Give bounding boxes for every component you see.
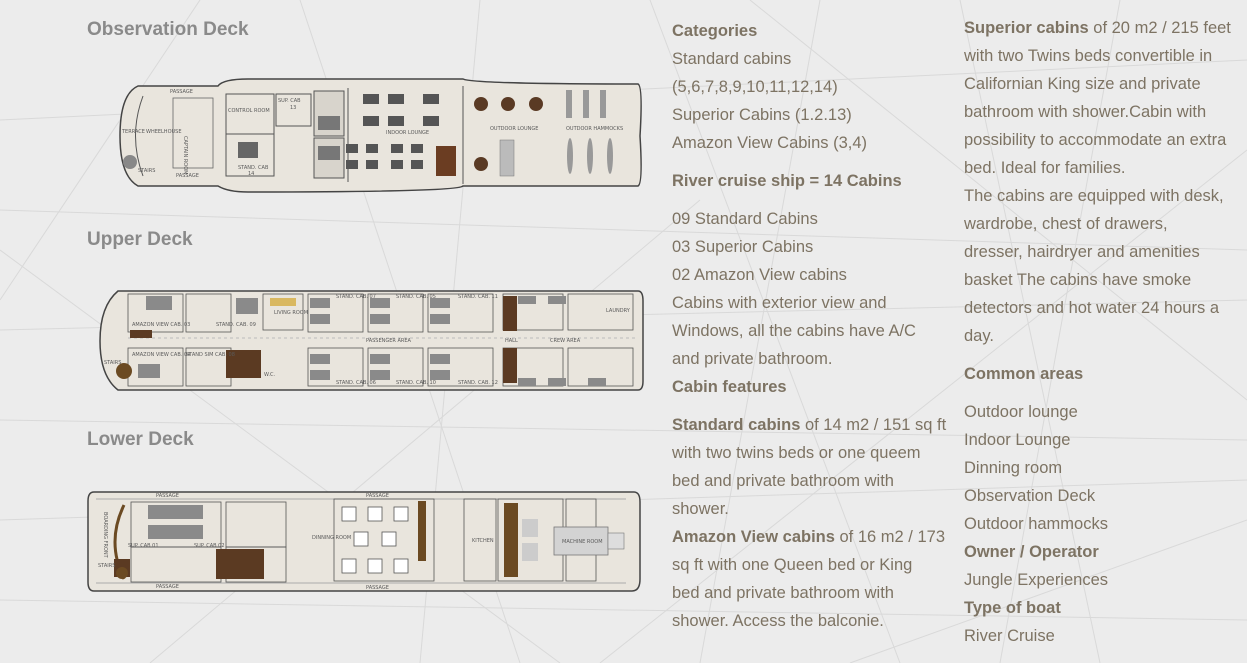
superior-cabins-text: bed. Ideal for families.: [964, 159, 1126, 177]
upper-label-living-room: LIVING ROOM: [274, 310, 309, 316]
lower-deck-plan: [86, 487, 642, 595]
superior-cabins-text: possibility to accommodate an extra: [964, 131, 1227, 149]
lower-label-dinning-room: DINNING ROOM: [312, 535, 352, 541]
amazon-cabins-title: Amazon View cabins: [672, 528, 835, 546]
upper-label-stand-cab-12: STAND. CAB. 12: [458, 380, 498, 386]
obs-label-outdoor-lounge: OUTDOOR LOUNGE: [490, 126, 539, 132]
upper-label-stand-cab-07: STAND. CAB. 07: [336, 294, 376, 300]
category-line: Standard cabins: [672, 50, 792, 68]
superior-cabins-text: Californian King size and private: [964, 75, 1201, 93]
obs-label-indoor-lounge: INDOOR LOUNGE: [386, 130, 429, 136]
common-area-item: Outdoor lounge: [964, 403, 1078, 421]
obs-label-captain-room: CAPTAIN ROOM: [182, 136, 188, 175]
superior-cabins-text: wardrobe, chest of drawers,: [964, 215, 1168, 233]
exterior-text-line: Windows, all the cabins have A/C: [672, 322, 916, 340]
type-value: River Cruise: [964, 627, 1055, 645]
lower-label-passage-3: PASSAGE: [156, 584, 179, 590]
upper-label-amazon-view-cab-03: AMAZON VIEW CAB. 03: [132, 322, 191, 328]
upper-label-stairs: STAIRS: [104, 360, 122, 366]
cabin-count: 02 Amazon View cabins: [672, 266, 847, 284]
obs-label-sup-cab: SUP. CAB: [278, 98, 301, 104]
lower-label-sup-cab-02: SUP. CAB 02: [194, 543, 225, 549]
superior-cabins-text: bathroom with shower.Cabin with: [964, 103, 1207, 121]
lower-label-sup-cab-01: SUP. CAB 01: [128, 543, 159, 549]
superior-cabins-text: of 20 m2 / 215 feet: [1088, 19, 1231, 37]
superior-cabins-text: The cabins are equipped with desk,: [964, 187, 1224, 205]
standard-cabins-text: with two twins beds or one queem: [672, 444, 921, 462]
upper-label-passenger-area: PASSENGER AREA: [366, 338, 411, 344]
obs-label-passage: PASSAGE: [170, 89, 193, 95]
common-area-item: Outdoor hammocks: [964, 515, 1108, 533]
lower-deck-title: Lower Deck: [87, 429, 194, 450]
obs-label-terrace: TERRACE: [122, 129, 145, 135]
owner-heading: Owner / Operator: [964, 543, 1099, 561]
obs-label-outdoor-hammocks: OUTDOOR HAMMOCKS: [566, 126, 624, 132]
upper-label-amazon-view-cab-04: AMAZON VIEW CAB. 04: [132, 352, 191, 358]
features-heading: Cabin features: [672, 378, 787, 396]
upper-label-stand-cab-05: STAND. CAB. 05: [396, 294, 436, 300]
obs-label-passage-2: PASSAGE: [176, 173, 199, 179]
type-heading: Type of boat: [964, 599, 1061, 617]
observation-deck-title: Observation Deck: [87, 19, 249, 40]
superior-cabins-text: dresser, hairdryer and amenities: [964, 243, 1200, 261]
owner-value: Jungle Experiences: [964, 571, 1109, 589]
category-line: (5,6,7,8,9,10,11,12,14): [672, 78, 838, 96]
standard-cabins-text: bed and private bathroom with: [672, 472, 894, 490]
middle-column: [672, 17, 952, 635]
amazon-cabins-text: shower. Access the balconie.: [672, 612, 884, 630]
lower-label-boarding-front: BOARDING FRONT: [102, 512, 108, 558]
upper-label-crew-area: CREW AREA: [550, 338, 581, 344]
common-area-item: Dinning room: [964, 459, 1063, 477]
exterior-text-line: Cabins with exterior view and: [672, 294, 887, 312]
exterior-text-line: and private bathroom.: [672, 350, 833, 368]
amazon-cabins-text: sq ft with one Queen bed or King: [672, 556, 913, 574]
categories-heading: Categories: [672, 22, 758, 40]
upper-label-stand-cab-09: STAND. CAB. 09: [216, 322, 256, 328]
upper-label-wc: W.C.: [264, 372, 276, 378]
obs-label-stairs: STAIRS: [138, 168, 156, 174]
lower-label-passage-2: PASSAGE: [366, 493, 389, 499]
superior-cabins-title: Superior cabins: [964, 19, 1089, 37]
standard-cabins-text: of 14 m2 / 151 sq ft: [800, 416, 947, 434]
superior-cabins-text: detectors and hot water 24 hours a: [964, 299, 1219, 317]
upper-deck-title: Upper Deck: [87, 229, 193, 250]
upper-label-stand-cab-06: STAND. CAB. 06: [336, 380, 376, 386]
cabin-count: 03 Superior Cabins: [672, 238, 814, 256]
upper-label-stand-cab-11: STAND. CAB. 11: [458, 294, 498, 300]
right-column: [964, 14, 1244, 650]
common-areas-heading: Common areas: [964, 365, 1084, 383]
standard-cabins-line: [672, 411, 952, 439]
common-area-item: Observation Deck: [964, 487, 1096, 505]
amazon-cabins-text: of 16 m2 / 173: [834, 528, 945, 546]
obs-label-sup-cab-no: 13: [290, 105, 297, 111]
standard-cabins-title: Standard cabins: [672, 416, 801, 434]
superior-cabins-text: basket The cabins have smoke: [964, 271, 1192, 289]
obs-label-stand-cab-no: 14: [248, 171, 255, 177]
common-area-item: Indoor Lounge: [964, 431, 1071, 449]
standard-cabins-text: shower.: [672, 500, 729, 518]
lower-label-kitchen: KITCHEN: [472, 538, 494, 544]
obs-label-wheelhouse: WHEELHOUSE: [146, 129, 182, 135]
observation-deck-plan: [118, 76, 644, 194]
amazon-cabins-text: bed and private bathroom with: [672, 584, 894, 602]
cabin-count: 09 Standard Cabins: [672, 210, 818, 228]
obs-label-stand-cab: STAND. CAB: [238, 165, 269, 171]
ship-heading: River cruise ship = 14 Cabins: [672, 172, 902, 190]
obs-label-control-room: CONTROL ROOM: [228, 108, 270, 114]
upper-label-laundry: LAUNDRY: [606, 308, 630, 314]
superior-cabins-text: with two Twins beds convertible in: [964, 47, 1213, 65]
lower-label-passage-4: PASSAGE: [366, 585, 389, 591]
upper-deck-plan: [98, 286, 644, 394]
superior-cabins-line: [964, 14, 1244, 42]
lower-label-passage: PASSAGE: [156, 493, 179, 499]
upper-label-stand-cab-10: STAND. CAB. 10: [396, 380, 436, 386]
amazon-cabins-line: [672, 523, 952, 551]
category-line: Amazon View Cabins (3,4): [672, 134, 868, 152]
superior-cabins-text: day.: [964, 327, 994, 345]
upper-label-stand-sim-cab-08: STAND SIM CAB. 08: [186, 352, 235, 358]
lower-label-stairs: STAIRS: [98, 563, 116, 569]
lower-label-machine-room: MACHINE ROOM: [562, 539, 603, 545]
upper-label-hall: HALL: [505, 338, 518, 344]
category-line: Superior Cabins (1.2.13): [672, 106, 852, 124]
